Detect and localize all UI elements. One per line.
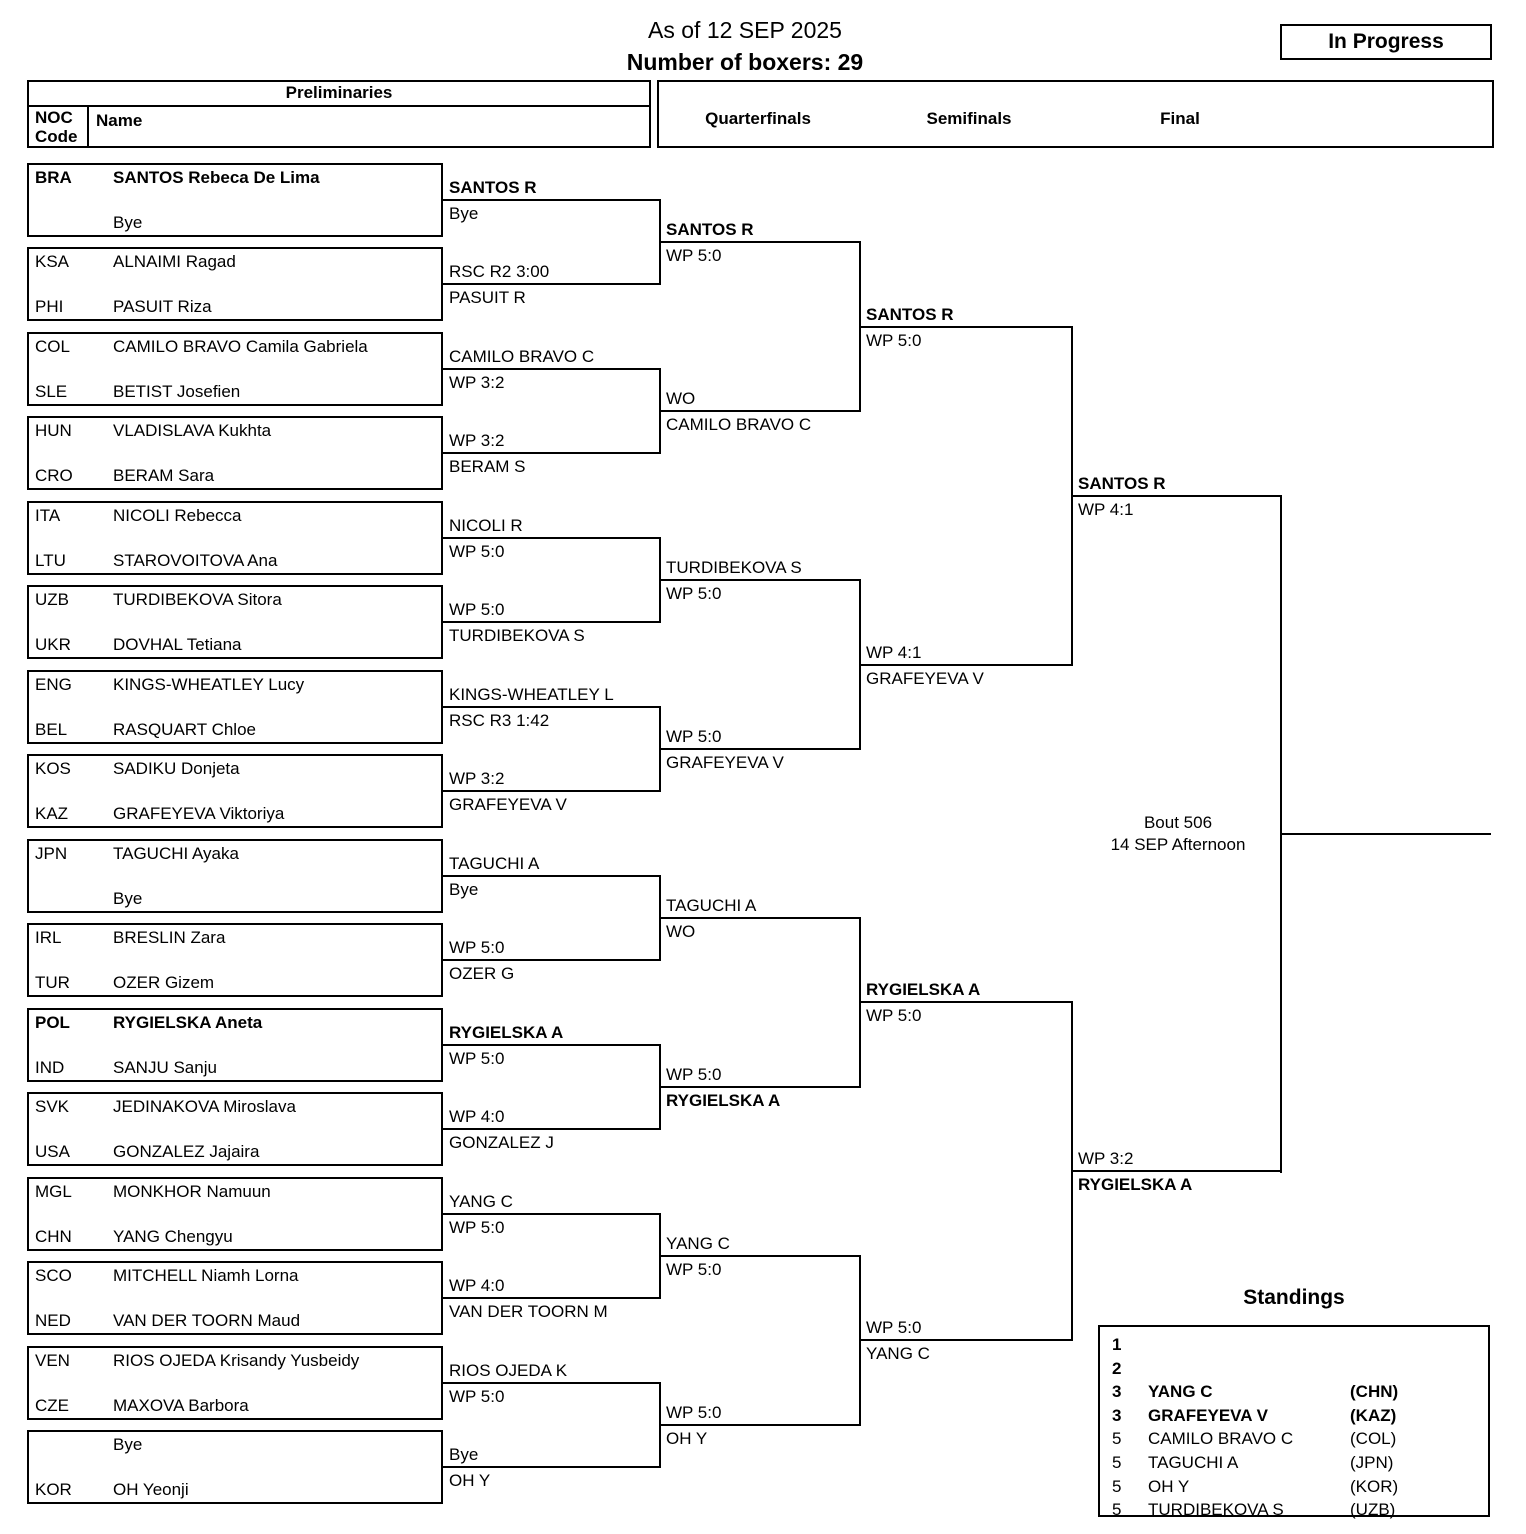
match-result-label: GONZALEZ J	[449, 1133, 554, 1152]
match-result-label: RSC R3 1:42	[449, 711, 550, 730]
match-winner-label: WP 3:2	[449, 769, 505, 788]
name-column-header: Name	[96, 111, 143, 130]
match-winner-label: Bye	[449, 1445, 479, 1464]
match-result-label: WP 5:0	[666, 246, 722, 265]
standings-title: Standings	[1243, 1286, 1345, 1309]
athlete-name: ALNAIMI Ragad	[113, 252, 236, 271]
match-result-label: WP 3:2	[449, 373, 505, 392]
athlete-noc: UKR	[35, 635, 71, 654]
match-winner-label: TAGUCHI A	[666, 896, 757, 915]
standings-noc: (JPN)	[1350, 1453, 1394, 1472]
standings-name: TURDIBEKOVA S	[1148, 1500, 1284, 1519]
match-winner-label: SANTOS R	[666, 220, 754, 239]
status-badge-label: In Progress	[1328, 30, 1444, 53]
standings-name: YANG C	[1148, 1382, 1213, 1401]
athlete-noc: BEL	[35, 720, 68, 739]
athlete-noc: KOR	[35, 1480, 72, 1499]
standings-rank: 2	[1112, 1359, 1122, 1378]
athlete-noc: KSA	[35, 252, 70, 271]
bracket-line	[660, 1255, 860, 1257]
bracket-line	[860, 664, 1072, 666]
match-result-label: WP 5:0	[666, 584, 722, 603]
athlete-name: BETIST Josefien	[113, 382, 241, 401]
athlete-noc: MGL	[35, 1182, 72, 1201]
round-header-quarterfinals: Quarterfinals	[705, 109, 811, 128]
match-result-label: TURDIBEKOVA S	[449, 626, 585, 645]
final-bout-number: Bout 506	[1143, 813, 1213, 832]
match-result-label: GRAFEYEVA V	[666, 753, 784, 772]
rounds-header	[657, 80, 1494, 148]
match-winner-label: WO	[666, 389, 696, 408]
standings-name: TAGUCHI A	[1148, 1453, 1239, 1472]
athlete-name: Bye	[113, 213, 143, 232]
athlete-noc: JPN	[35, 844, 68, 863]
athlete-name: MAXOVA Barbora	[113, 1396, 249, 1415]
match-winner-label: WP 4:0	[449, 1276, 505, 1295]
standings-row	[1100, 1334, 1488, 1356]
standings-row	[1100, 1381, 1488, 1403]
match-result-label: CAMILO BRAVO C	[666, 415, 812, 434]
athlete-name: OH Yeonji	[113, 1480, 189, 1499]
athlete-name: TURDIBEKOVA Sitora	[113, 590, 282, 609]
final-bout-info	[1097, 812, 1259, 856]
bracket-line	[660, 579, 860, 581]
match-result-label: Bye	[449, 204, 479, 223]
athlete-name: BERAM Sara	[113, 466, 215, 485]
match-result-label: WP 5:0	[449, 542, 505, 561]
athlete-name: MITCHELL Niamh Lorna	[113, 1266, 299, 1285]
athlete-noc: CHN	[35, 1227, 72, 1246]
bracket-line	[443, 368, 660, 370]
athlete-name: DOVHAL Tetiana	[113, 635, 242, 654]
athlete-name: JEDINAKOVA Miroslava	[113, 1097, 296, 1116]
match-winner-label: WP 5:0	[449, 600, 505, 619]
standings-noc: (KOR)	[1350, 1477, 1399, 1496]
athlete-name: SADIKU Donjeta	[113, 759, 240, 778]
bracket-line	[1072, 495, 1281, 497]
boxer-count: Number of boxers: 29	[626, 49, 864, 75]
athlete-noc: SVK	[35, 1097, 70, 1116]
standings-rank: 5	[1112, 1429, 1122, 1448]
standings-name: OH Y	[1148, 1477, 1190, 1496]
match-result-label: WP 5:0	[866, 1006, 922, 1025]
match-winner-label: WP 5:0	[449, 938, 505, 957]
bracket-line	[860, 1339, 1072, 1341]
athlete-noc: ITA	[35, 506, 61, 525]
match-result-label: RYGIELSKA A	[1078, 1175, 1193, 1194]
athlete-name: TAGUCHI Ayaka	[113, 844, 239, 863]
athlete-name: GONZALEZ Jajaira	[113, 1142, 260, 1161]
athlete-name: YANG Chengyu	[113, 1227, 233, 1246]
standings-row	[1100, 1358, 1488, 1380]
athlete-name: SANTOS Rebeca De Lima	[113, 168, 320, 187]
page-title: As of 12 SEP 2025	[648, 17, 842, 43]
athlete-noc: KOS	[35, 759, 71, 778]
match-result-label: WP 5:0	[449, 1049, 505, 1068]
athlete-name: PASUIT Riza	[113, 297, 212, 316]
athlete-noc: USA	[35, 1142, 70, 1161]
athlete-noc: TUR	[35, 973, 70, 992]
match-winner-label: NICOLI R	[449, 516, 523, 535]
match-result-label: Bye	[449, 880, 479, 899]
match-result-label: WP 5:0	[666, 1260, 722, 1279]
match-winner-label: TAGUCHI A	[449, 854, 540, 873]
bracket-line	[660, 241, 860, 243]
final-bout-schedule: 14 SEP Afternoon	[1110, 835, 1246, 854]
match-winner-label: WP 4:0	[449, 1107, 505, 1126]
match-winner-label: KINGS-WHEATLEY L	[449, 685, 614, 704]
standings-rank: 3	[1112, 1382, 1122, 1401]
match-winner-label: WP 5:0	[666, 1403, 722, 1422]
standings-name: CAMILO BRAVO C	[1148, 1429, 1294, 1448]
athlete-noc: VEN	[35, 1351, 70, 1370]
athlete-name: OZER Gizem	[113, 973, 215, 992]
standings-row	[1100, 1405, 1488, 1427]
match-result-label: RYGIELSKA A	[666, 1091, 781, 1110]
match-winner-label: WP 5:0	[666, 1065, 722, 1084]
match-winner-label: YANG C	[666, 1234, 730, 1253]
bracket-line	[443, 1382, 660, 1384]
standings-rank: 5	[1112, 1453, 1122, 1472]
athlete-noc: NED	[35, 1311, 71, 1330]
bracket-line	[443, 959, 660, 961]
bracket-line	[443, 790, 660, 792]
athlete-name: RYGIELSKA Aneta	[113, 1013, 263, 1032]
match-result-label: OH Y	[666, 1429, 708, 1448]
athlete-name: MONKHOR Namuun	[113, 1182, 271, 1201]
match-winner-label: TURDIBEKOVA S	[666, 558, 802, 577]
match-winner-label: RSC R2 3:00	[449, 262, 550, 281]
match-result-label: WP 5:0	[866, 331, 922, 350]
athlete-name: BRESLIN Zara	[113, 928, 226, 947]
athlete-name: RIOS OJEDA Krisandy Yusbeidy	[113, 1351, 360, 1370]
match-result-label: WP 4:1	[1078, 500, 1134, 519]
bracket-line	[443, 199, 660, 201]
match-winner-label: WP 5:0	[866, 1318, 922, 1337]
standings-row	[1100, 1476, 1488, 1498]
noc-code-column-header: NOC Code	[29, 105, 89, 146]
match-winner-label: WP 4:1	[866, 643, 922, 662]
standings-rank: 1	[1112, 1335, 1122, 1354]
match-result-label: BERAM S	[449, 457, 526, 476]
match-result-label: OZER G	[449, 964, 515, 983]
status-badge	[1280, 24, 1492, 60]
bracket-line	[443, 537, 660, 539]
match-result-label: WP 5:0	[449, 1387, 505, 1406]
match-winner-label: RIOS OJEDA K	[449, 1361, 568, 1380]
bracket-line	[1072, 1170, 1281, 1172]
bracket-line	[660, 1086, 860, 1088]
bracket-line	[1281, 833, 1491, 835]
athlete-name: CAMILO BRAVO Camila Gabriela	[113, 337, 368, 356]
match-result-label: PASUIT R	[449, 288, 526, 307]
round-header-semifinals: Semifinals	[926, 109, 1012, 128]
match-winner-label: SANTOS R	[449, 178, 537, 197]
bracket-line	[660, 917, 860, 919]
athlete-noc: SLE	[35, 382, 68, 401]
athlete-noc: BRA	[35, 168, 72, 187]
athlete-name: SANJU Sanju	[113, 1058, 217, 1077]
standings-row	[1100, 1452, 1488, 1474]
bracket-line	[660, 410, 860, 412]
standings-noc: (UZB)	[1350, 1500, 1396, 1519]
athlete-name: VAN DER TOORN Maud	[113, 1311, 301, 1330]
standings-rank: 5	[1112, 1500, 1122, 1519]
match-result-label: YANG C	[866, 1344, 930, 1363]
match-winner-label: RYGIELSKA A	[866, 980, 981, 999]
standings-noc: (COL)	[1350, 1429, 1397, 1448]
match-winner-label: SANTOS R	[1078, 474, 1166, 493]
athlete-noc: UZB	[35, 590, 69, 609]
bracket-line	[443, 283, 660, 285]
athlete-name: VLADISLAVA Kukhta	[113, 421, 272, 440]
match-result-label: GRAFEYEVA V	[866, 669, 984, 688]
athlete-noc: ENG	[35, 675, 72, 694]
athlete-noc: HUN	[35, 421, 72, 440]
athlete-noc: CRO	[35, 466, 73, 485]
standings-noc: (KAZ)	[1350, 1406, 1397, 1425]
athlete-name: RASQUART Chloe	[113, 720, 256, 739]
match-winner-label: SANTOS R	[866, 305, 954, 324]
bracket-line	[443, 1297, 660, 1299]
athlete-noc: CZE	[35, 1396, 69, 1415]
match-winner-label: WP 3:2	[1078, 1149, 1134, 1168]
standings-rank: 5	[1112, 1477, 1122, 1496]
standings-table	[1098, 1325, 1490, 1517]
match-winner-label: YANG C	[449, 1192, 513, 1211]
athlete-name: Bye	[113, 1435, 143, 1454]
standings-noc: (CHN)	[1350, 1382, 1399, 1401]
bracket-line	[443, 1128, 660, 1130]
match-result-label: WO	[666, 922, 696, 941]
athlete-noc: LTU	[35, 551, 66, 570]
athlete-name: NICOLI Rebecca	[113, 506, 242, 525]
standings-row	[1100, 1428, 1488, 1450]
match-result-label: VAN DER TOORN M	[449, 1302, 608, 1321]
athlete-noc: IND	[35, 1058, 65, 1077]
athlete-name: STAROVOITOVA Ana	[113, 551, 278, 570]
bracket-line	[443, 1044, 660, 1046]
athlete-noc: KAZ	[35, 804, 69, 823]
match-result-label: WP 5:0	[449, 1218, 505, 1237]
preliminaries-header	[27, 80, 651, 148]
bracket-line	[443, 1466, 660, 1468]
athlete-noc: COL	[35, 337, 70, 356]
bracket-line	[443, 452, 660, 454]
match-winner-label: WP 5:0	[666, 727, 722, 746]
bracket-line	[443, 875, 660, 877]
match-winner-label: RYGIELSKA A	[449, 1023, 564, 1042]
bracket-line	[860, 326, 1072, 328]
match-winner-label: CAMILO BRAVO C	[449, 347, 595, 366]
athlete-noc: IRL	[35, 928, 62, 947]
athlete-noc: PHI	[35, 297, 64, 316]
standings-row	[1100, 1499, 1488, 1521]
bracket-line	[660, 1424, 860, 1426]
standings-rank: 3	[1112, 1406, 1122, 1425]
bracket-line	[443, 1213, 660, 1215]
athlete-name: Bye	[113, 889, 143, 908]
round-header-final: Final	[1160, 109, 1200, 128]
match-result-label: GRAFEYEVA V	[449, 795, 567, 814]
standings-name: GRAFEYEVA V	[1148, 1406, 1268, 1425]
athlete-noc: SCO	[35, 1266, 72, 1285]
athlete-name: KINGS-WHEATLEY Lucy	[113, 675, 305, 694]
preliminaries-header-title: Preliminaries	[29, 82, 649, 107]
match-winner-label: WP 3:2	[449, 431, 505, 450]
bracket-line	[443, 706, 660, 708]
bracket-line	[443, 621, 660, 623]
bracket-line	[660, 748, 860, 750]
athlete-noc: POL	[35, 1013, 70, 1032]
athlete-name: GRAFEYEVA Viktoriya	[113, 804, 285, 823]
bracket-line	[860, 1001, 1072, 1003]
match-result-label: OH Y	[449, 1471, 491, 1490]
